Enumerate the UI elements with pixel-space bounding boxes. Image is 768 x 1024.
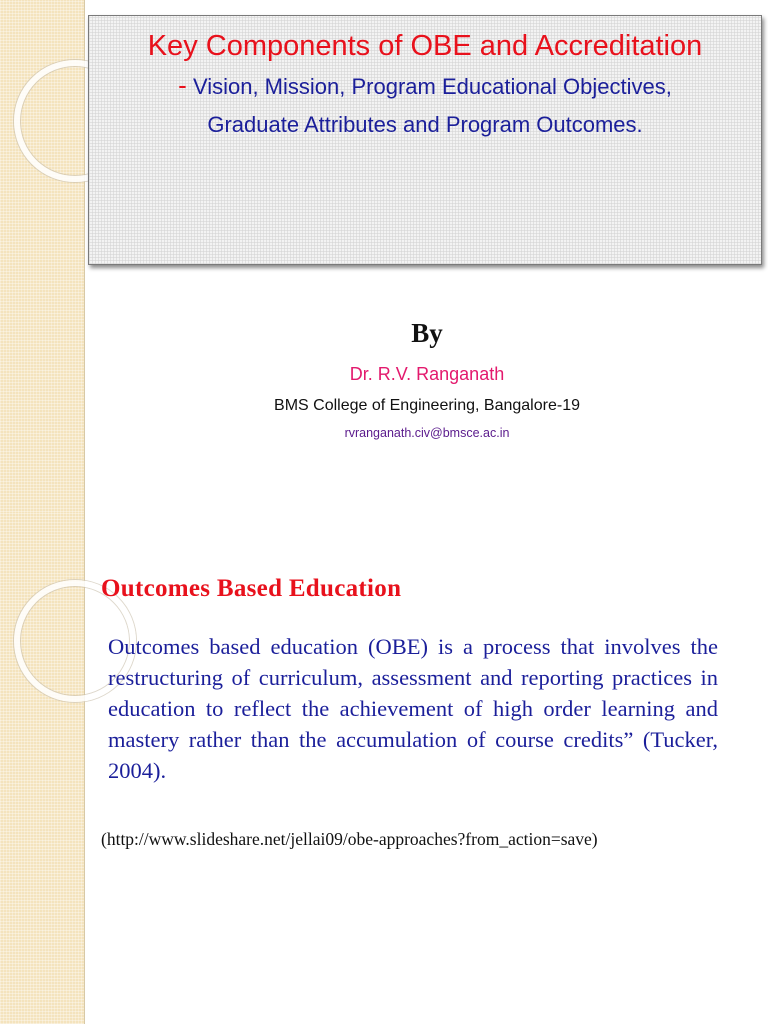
subtitle-dash: - — [178, 70, 187, 100]
title-box — [88, 15, 762, 265]
obe-heading: Outcomes Based Education — [101, 575, 402, 602]
obe-definition: Outcomes based education (OBE) is a process that involves the restructuring of curriculum, assessment and reporting practices in education to reflect the achievement of high order learning and mastery rather than the accumulation of course credits” (Tucker, 2004). — [108, 634, 718, 783]
author-name: Dr. R.V. Ranganath — [349, 364, 505, 384]
slide-subtitle — [89, 66, 761, 144]
slide-title-text: Key Components of OBE and Accreditation — [147, 30, 703, 62]
subtitle-line-1: Vision, Mission, Program Educational Objectives, — [192, 74, 672, 99]
college-name: BMS College of Engineering, Bangalore-19 — [274, 397, 580, 414]
reference-link[interactable]: (http://www.slideshare.net/jellai09/obe-approaches?from_action=save) — [101, 829, 598, 849]
author-email[interactable]: rvranganath.civ@bmsce.ac.in — [344, 426, 510, 440]
by-label: By — [411, 318, 443, 348]
subtitle-line-2: Graduate Attributes and Program Outcomes. — [207, 112, 643, 137]
